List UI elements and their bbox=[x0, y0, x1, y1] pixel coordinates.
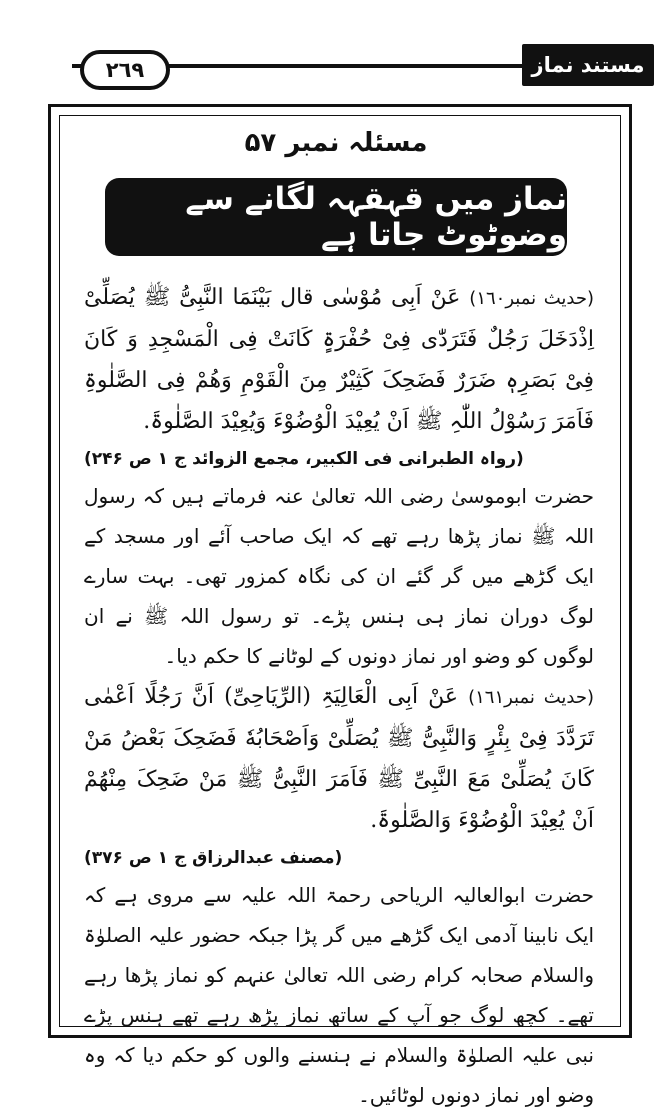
page-number: ٢٦٩ bbox=[80, 50, 170, 90]
hadith-2-reference: (مصنف عبدالرزاق ج ۱ ص ۳۷۶) bbox=[84, 848, 343, 868]
hadith-1-reference: (رواہ الطبرانی فی الکبیر، مجمع الزوائد ج ۱ ص ۲۴۶) bbox=[84, 449, 524, 469]
hadith-2-label: (حدیث نمبر١٦١) bbox=[468, 687, 594, 708]
hadith-1-text: عَنْ اَبِی مُوْسٰی قال بَیْنَمَا النَّبِیُّ ﷺ یُصَلِّیْ اِذْدَخَلَ رَجُلٌ فَتَرَدّٰی فِیْ حُفْرَۃٍ کَانَتْ فِی الْمَسْجِدِ وَ کَانَ فِیْ بَصَرِہٖ ضَرَرٌ فَضَحِکَ کَثِیْرٌ مِنَ الْقَوْمِ وَهُمْ فِی الصَّلٰوۃِ فَاَمَرَ رَسُوْلُ اللّٰہِ ﷺ اَنْ یُعِیْدَ الْوُضُوْءَ وَیُعِیْدَ الصَّلٰوۃَ. bbox=[84, 285, 594, 434]
issue-title-banner bbox=[105, 178, 567, 256]
page-header bbox=[72, 44, 654, 119]
article-body bbox=[84, 277, 594, 1115]
hadith-1-arabic bbox=[84, 277, 594, 442]
hadith-2-text: عَنْ اَبِی الْعَالِیَۃِ (الرِّیَاحِیِّ) اَنَّ رَجُلًا اَعْمٰی تَرَدَّدَ فِیْ بِئْرٍ وَالنَّبِیُّ ﷺ یُصَلِّیْ وَاَصْحَابُهٗ فَضَحِکَ بَعْضُ مَنْ کَانَ یُصَلِّیْ مَعَ النَّبِیِّ ﷺ فَاَمَرَ النَّبِیُّ ﷺ مَنْ ضَحِکَ مِنْهُمْ اَنْ یُعِیْدَ الْوُضُوْءَ وَالصَّلٰوۃَ. bbox=[84, 684, 594, 833]
hadith-2-translation: حضرت ابوالعالیہ الریاحی رحمۃ اللہ علیہ سے مروی ہے کہ ایک نابینا آدمی ایک گڑھے میں گر پڑا جبکہ حضور علیہ الصلوٰۃ والسلام صحابہ کرام رضی اللہ تعالیٰ عنہم کو نماز پڑھا رہے تھے۔ کچھ لوگ جو آپ کے ساتھ نماز پڑھ رہے تھے ہنس پڑے نبی علیہ الصلوٰۃ والسلام نے ہنسنے والوں کو حکم دیا کہ وہ وضو اور نماز دونوں لوٹائیں۔ bbox=[84, 883, 594, 1107]
hadith-1-translation: حضرت ابوموسیٰ رضی اللہ تعالیٰ عنہ فرماتے ہیں کہ رسول اللہ ﷺ نماز پڑھا رہے تھے کہ ایک صاحب آئے اور مسجد کے ایک گڑھے میں گر گئے ان کی نگاہ کمزور تھی۔ بہت سارے لوگ دوران نماز ہی ہنس پڑے۔ تو رسول اللہ ﷺ نے ان لوگوں کو وضو اور نماز دونوں کے لوٹانے کا حکم دیا۔ bbox=[84, 484, 594, 668]
hadith-2-arabic bbox=[84, 676, 594, 841]
hadith-1-label: (حدیث نمبر١٦٠) bbox=[469, 288, 594, 309]
book-title: مستند نماز حنفی bbox=[522, 44, 654, 86]
issue-title: نماز میں قہقہہ لگانے سے وضوٹوٹ جاتا ہے bbox=[185, 181, 567, 253]
issue-number: مسئلہ نمبر ۵۷ bbox=[244, 128, 428, 158]
